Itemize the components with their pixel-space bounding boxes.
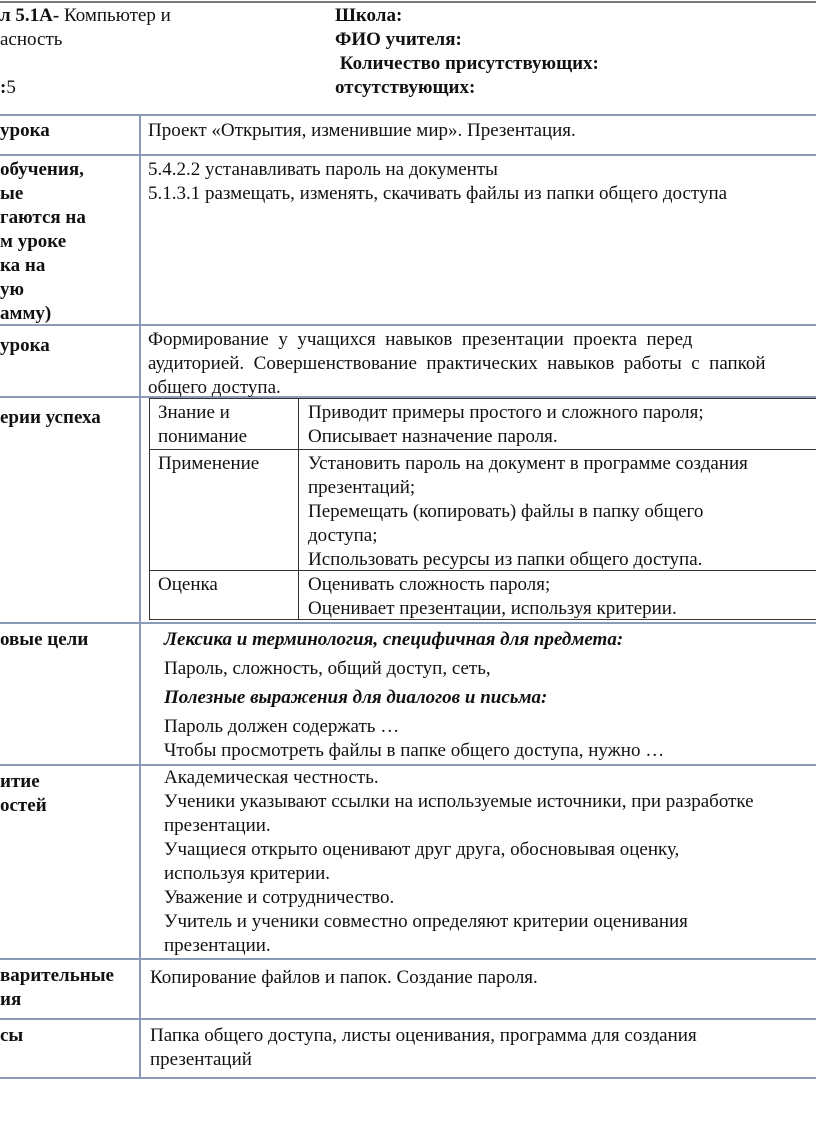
- school-label: Школа:: [335, 5, 403, 26]
- row-divider-values: [0, 958, 816, 960]
- objectives-label: обучения, ые гаются на м уроке ка на ую амму): [0, 159, 86, 324]
- language-label: овые цели: [0, 629, 89, 650]
- absent-label: отсутствующих:: [335, 77, 476, 98]
- prior-label: варительные ия: [0, 965, 114, 1010]
- vocabulary-heading: Лексика и терминология, специфичная для предмета:: [164, 629, 624, 650]
- criteria-table-left: [149, 398, 150, 620]
- criteria-level-knowledge: Знание и понимание: [158, 402, 248, 447]
- grade-label: л 5.1А-: [0, 5, 60, 26]
- header-left: [0, 4, 330, 100]
- bottom-border-right: [140, 1077, 816, 1079]
- criteria-desc-application: Установить пароль на документ в программе создания презентаций; Перемещать (копировать) файлы в папку общего доступа; Использовать ресурсы из папки общего доступа.: [308, 453, 748, 570]
- column-divider: [139, 114, 141, 1078]
- resources-text: Папка общего доступа, листы оценивания, программа для создания презентаций: [150, 1025, 697, 1070]
- row-divider-topic: [0, 154, 816, 156]
- criteria-level-assessment: Оценка: [158, 574, 218, 595]
- values-label: итие остей: [0, 771, 47, 816]
- subject-continuation: асность: [0, 29, 63, 50]
- prior-text: Копирование файлов и папок. Создание пароля.: [150, 967, 538, 988]
- resources-label: сы: [0, 1025, 24, 1046]
- bottom-border: [0, 1077, 140, 1079]
- criteria-desc-assessment: Оценивать сложность пароля; Оценивает презентации, используя критерии.: [308, 574, 677, 619]
- goal-label: урока: [0, 335, 50, 356]
- criteria-label: ерии успеха: [0, 407, 101, 428]
- row-divider-objectives: [0, 324, 816, 326]
- vocabulary-text: Пароль, сложность, общий доступ, сеть,: [164, 658, 491, 679]
- objectives-list: [148, 158, 727, 206]
- objective-item: 5.4.2.2 устанавливать пароль на документы: [148, 159, 498, 180]
- phrases-heading: Полезные выражения для диалогов и письма:: [164, 687, 548, 708]
- header-right: [335, 4, 805, 100]
- present-label: Количество присутствующих:: [335, 53, 599, 74]
- count-label: :: [0, 77, 7, 98]
- language-content: [164, 628, 664, 763]
- count-value: 5: [6, 77, 16, 98]
- subject-label: Компьютер и: [59, 5, 171, 26]
- phrase-item: Чтобы просмотреть файлы в папке общего доступа, нужно …: [164, 740, 665, 761]
- teacher-label: ФИО учителя:: [335, 29, 462, 50]
- criteria-table-row1: [149, 449, 816, 450]
- objective-item: 5.1.3.1 размещать, изменять, скачивать файлы из папки общего доступа: [148, 183, 728, 204]
- criteria-desc-knowledge: Приводит примеры простого и сложного пароля; Описывает назначение пароля.: [308, 402, 704, 447]
- topic-label: урока: [0, 120, 50, 141]
- values-content: Академическая честность. Ученики указывают ссылки на используемые источники, при разработке презентации. Учащиеся открыто оценивают друг друга, обосновывая оценку, используя критерии. Уважение и сотрудничество. Учитель и ученики совместно определяют критерии оценивания презентации.: [164, 767, 754, 956]
- phrase-item: Пароль должен содержать …: [164, 716, 400, 737]
- goal-text: Формирование у учащихся навыков презентации проекта перед аудиторией. Совершенствование практических навыков работы с папкой общего доступа.: [148, 329, 766, 398]
- top-border: [0, 1, 816, 3]
- topic-text: Проект «Открытия, изменившие мир». Презентация.: [148, 120, 576, 141]
- criteria-table-top: [149, 398, 816, 399]
- row-divider-header: [0, 114, 816, 116]
- criteria-level-application: Применение: [158, 453, 260, 474]
- criteria-table-mid: [298, 398, 299, 620]
- row-divider-criteria: [0, 622, 816, 624]
- row-divider-prior: [0, 1018, 816, 1020]
